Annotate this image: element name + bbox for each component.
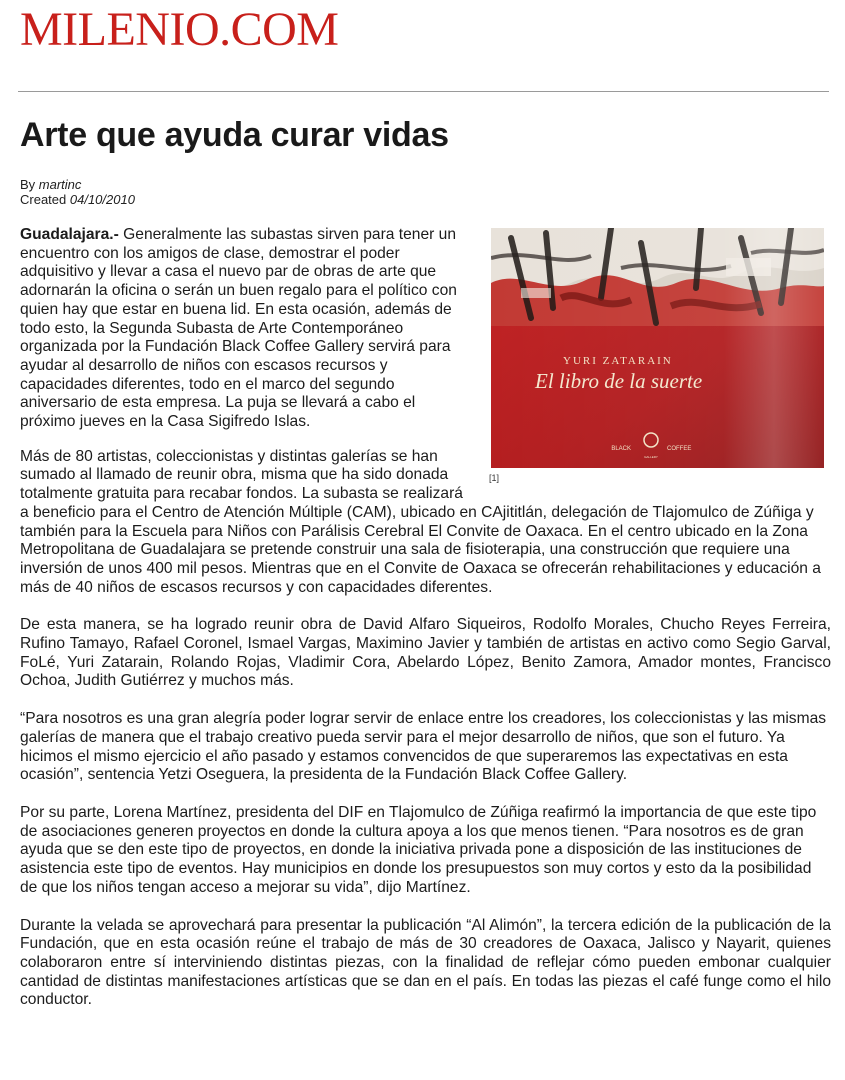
byline bbox=[20, 177, 135, 192]
book-title-text: El libro de la suerte bbox=[535, 369, 703, 393]
paragraph-2: Más de 80 artistas, coleccionistas y distintas galerías se han sumado al llamado de reunir obra, misma que ha sido donada totalmente gratuita para recabar fondos. La subasta se realizará a beneficio para el Centro de Atención Múltiple (CAM), ubicado en CAjititlán, delegación de Tlajomulco de Zúñiga y también para la Escuela para Niños con Parálisis Cerebral El Convite de Oaxaca. En el centro ubicado en la Zona Metropolitana de Guadalajara se pretende construir una sala de fisioterapia, una construcción que requiere una inversión de unos 400 mil pesos. Mientras que en el Convite de Oaxaca se ofrecerán rehabilitaciones y educación a más de 40 niños de escasos recursos y con capacidades diferentes. bbox=[20, 447, 821, 596]
paragraph-5: Por su parte, Lorena Martínez, presidenta del DIF en Tlajomulco de Zúñiga reafirmó la importancia de que este tipo de asociaciones generen proyectos en donde la cultura apoya a los que menos tienen. “Para nosotros es de gran ayuda que se den este tipo de proyectos, en donde la iniciativa privada pone a disposición de las instituciones de asistencia este tipo de eventos. Hay municipios en donde los presupuestos son muy cortos y esto da la posibilidad de que los niños tengan acceso a mejorar su vida”, dijo Martínez. bbox=[20, 803, 817, 896]
lead-location: Guadalajara.- bbox=[20, 226, 119, 243]
book-cover-photo[interactable] bbox=[491, 228, 824, 468]
publisher-right-text: COFFEE bbox=[667, 446, 692, 452]
publisher-sub-text: GALLERY bbox=[644, 455, 658, 459]
image-footnote[interactable]: [1] bbox=[489, 473, 500, 483]
paragraph-6: Durante la velada se aprovechará para presentar la publicación “Al Alimón”, la tercera edición de la publicación de la Fundación, que en esta ocasión reúne el trabajo de más de 30 creadores de Oaxaca, Jalisco y Nayarit, quienes colaboraron entre sí interviniendo distintas piezas, con la finalidad de reflejar cómo pueden embonar cualquier cantidad de distintas manifestaciones artísticas que se dan en el país. En todas las piezas el café funge como el hilo conductor. bbox=[20, 916, 831, 1009]
publisher-left-text: BLACK bbox=[611, 446, 631, 452]
article-title: Arte que ayuda curar vidas bbox=[20, 116, 449, 154]
created-line bbox=[20, 192, 135, 207]
site-logo[interactable]: MILENIO.COM bbox=[20, 3, 339, 56]
article-figure bbox=[491, 228, 831, 490]
created-date: 04/10/2010 bbox=[69, 192, 135, 207]
author-name[interactable]: martinc bbox=[38, 177, 82, 192]
book-author-text: YURI ZATARAIN bbox=[563, 355, 673, 367]
book-cover-illustration bbox=[491, 228, 824, 468]
article-body bbox=[20, 226, 831, 1029]
header-divider bbox=[18, 91, 829, 92]
article-meta bbox=[20, 177, 135, 207]
created-label: Created bbox=[20, 192, 67, 207]
by-label: By bbox=[20, 177, 36, 192]
paragraph-1-text: Generalmente las subastas sirven para tener un encuentro con los amigos de clase, demostrar el poder adquisitivo y llevar a casa el nuevo par de obras de arte que adornarán la oficina o serán un buen regalo para el político con quien hay que estar en buena lid. En esta ocasión, además de todo esto, la Segunda Subasta de Arte Contemporáneo organizada por la Fundación Black Coffee Gallery servirá para ayudar al desarrollo de niños con escasos recursos y capacidades diferentes, todo en el marco del segundo aniversario de esta empresa. La puja se llevará a cabo el próximo jueves en la Casa Sigifredo Islas. bbox=[20, 226, 457, 431]
paragraph-4: “Para nosotros es una gran alegría poder lograr servir de enlace entre los creadores, los coleccionistas y las mismas galerías de manera que el trabajo creativo pueda servir para el mejor desarrollo de niños, que son el futuro. Ya hicimos el mismo ejercicio el año pasado y estamos convencidos de que superaremos las expectativas en esta ocasión”, sentencia Yetzi Oseguera, la presidenta de la Fundación Black Coffee Gallery. bbox=[20, 710, 827, 784]
paragraph-3: De esta manera, se ha logrado reunir obra de David Alfaro Siqueiros, Rodolfo Morales, Chucho Reyes Ferreira, Rufino Tamayo, Rafael Coronel, Ismael Vargas, Maximino Javier y también de artistas en activo como Segio Garval, FoLé, Yuri Zatarain, Rolando Rojas, Vladimir Cora, Abelardo López, Benito Zamora, Amador montes, Francisco Ochoa, Judith Gutiérrez y muchos más. bbox=[20, 616, 831, 690]
